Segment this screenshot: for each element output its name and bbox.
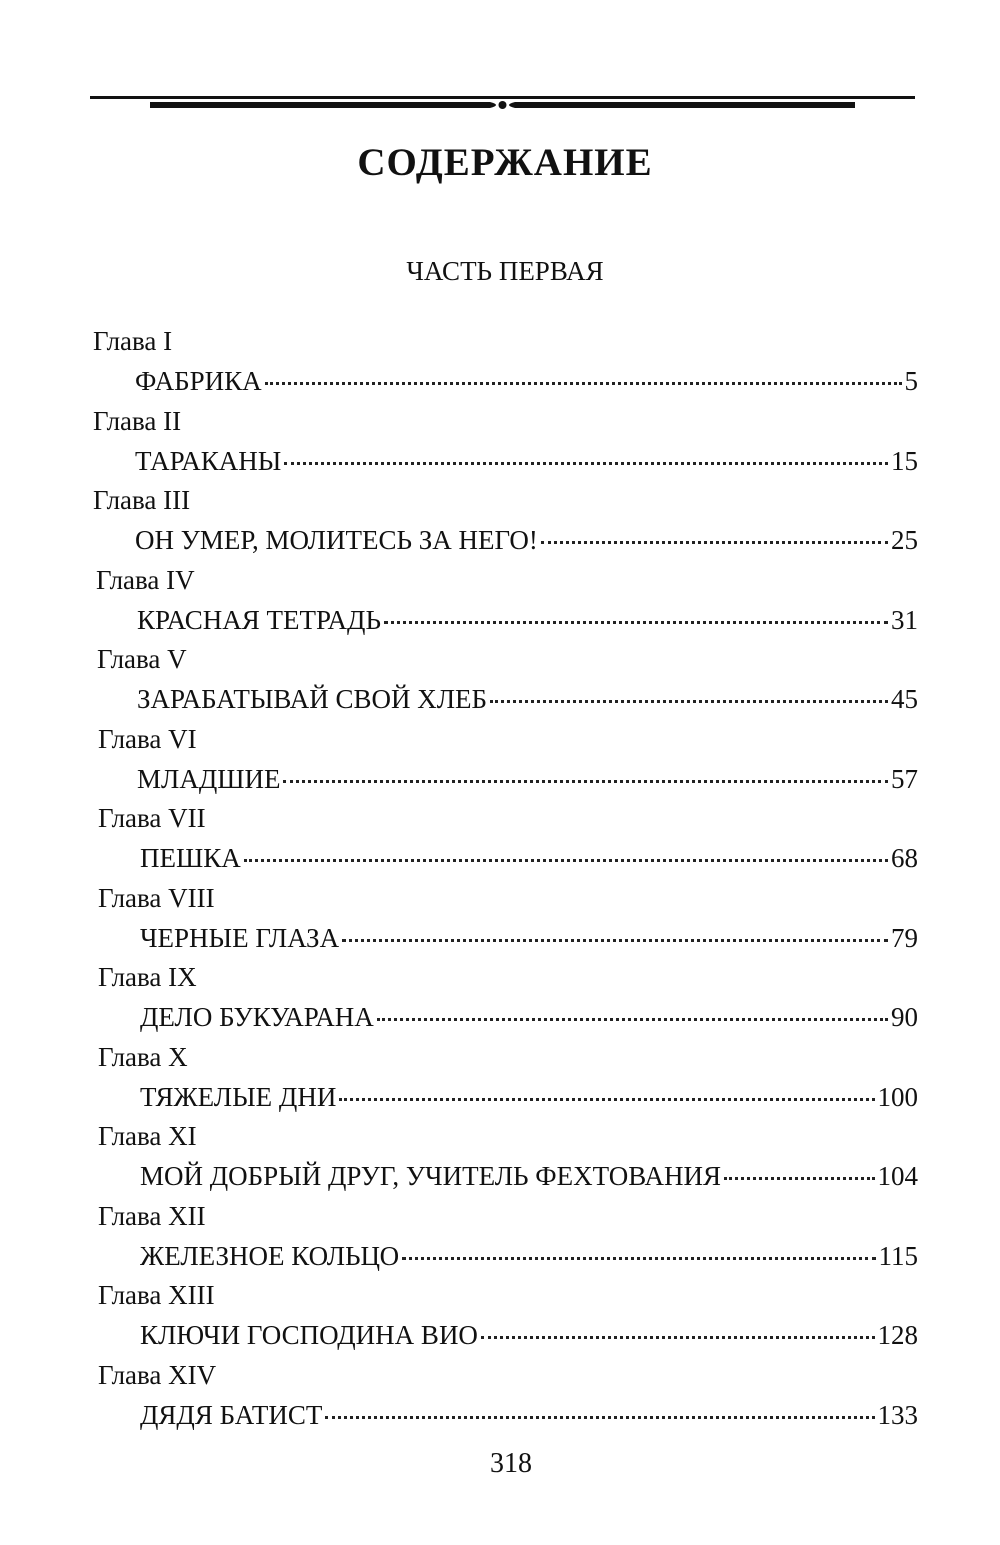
chapter-title: ТАРАКАНЫ	[135, 445, 282, 476]
dot-leader	[244, 859, 888, 862]
chapter-title-line	[140, 1316, 918, 1354]
chapter-page-number: 133	[877, 1399, 918, 1430]
chapter-title: КРАСНАЯ ТЕТРАДЬ	[137, 604, 381, 635]
chapter-label: Глава XII	[98, 1200, 206, 1231]
chapter-page-number: 115	[878, 1240, 918, 1271]
toc-entry	[0, 720, 1000, 800]
chapter-title-line	[137, 760, 918, 798]
chapter-label: Глава VIII	[98, 882, 215, 913]
toc-entry	[0, 1038, 1000, 1118]
toc-entry	[0, 640, 1000, 720]
chapter-title: ПЕШКА	[140, 843, 241, 873]
chapter-label: Глава VII	[98, 803, 206, 833]
table-of-contents	[0, 322, 1000, 1442]
dot-leader	[325, 1416, 874, 1419]
chapter-title-line	[140, 1237, 918, 1275]
chapter-title: ТЯЖЕЛЫЕ ДНИ	[140, 1081, 337, 1112]
toc-entry	[0, 879, 1000, 959]
chapter-label: Глава IV	[96, 564, 195, 595]
chapter-title-line	[137, 601, 918, 639]
chapter-label: Глава I	[93, 326, 173, 356]
chapter-label: Глава XIV	[98, 1359, 217, 1390]
chapter-label: Глава XIII	[98, 1280, 215, 1310]
chapter-page-number: 79	[891, 922, 918, 953]
chapter-label: Глава X	[98, 1041, 188, 1072]
chapter-page-number: 31	[891, 604, 918, 635]
dot-leader	[377, 1018, 888, 1021]
dot-leader	[342, 939, 888, 942]
dot-leader	[339, 1098, 874, 1101]
chapter-label: Глава V	[97, 644, 187, 674]
chapter-title-line	[140, 998, 918, 1036]
chapter-title-line	[140, 1157, 918, 1195]
page-number: 318	[490, 1448, 532, 1479]
toc-entry	[0, 958, 1000, 1038]
toc-entry	[0, 799, 1000, 879]
chapter-title: ЧЕРНЫЕ ГЛАЗА	[140, 922, 340, 953]
toc-entry	[0, 1117, 1000, 1197]
chapter-title-line	[140, 1396, 918, 1434]
chapter-page-number: 90	[891, 1002, 918, 1032]
chapter-title-line	[140, 919, 918, 957]
chapter-page-number: 68	[891, 843, 918, 873]
chapter-title: МЛАДШИЕ	[137, 763, 281, 794]
part-title: ЧАСТЬ ПЕРВАЯ	[406, 256, 604, 286]
dot-leader	[541, 541, 888, 544]
page-title: СОДЕРЖАНИЕ	[357, 141, 653, 184]
toc-entry	[0, 1356, 1000, 1436]
chapter-page-number: 5	[904, 366, 918, 396]
chapter-title-line	[135, 521, 918, 559]
header-ornament-rule	[90, 88, 915, 118]
toc-entry	[0, 322, 1000, 402]
chapter-page-number: 45	[891, 684, 918, 714]
toc-entry	[0, 402, 1000, 482]
dot-leader	[284, 462, 888, 465]
chapter-title-line	[137, 680, 918, 718]
chapter-title-line	[140, 1078, 918, 1116]
chapter-title: ОН УМЕР, МОЛИТЕСЬ ЗА НЕГО!	[135, 525, 538, 555]
chapter-title: КЛЮЧИ ГОСПОДИНА ВИО	[140, 1320, 478, 1350]
dot-leader	[490, 700, 888, 703]
dot-leader	[481, 1336, 875, 1339]
chapter-title-line	[135, 362, 918, 400]
toc-entry	[0, 1197, 1000, 1277]
toc-entry	[0, 561, 1000, 641]
chapter-label: Глава III	[93, 485, 191, 515]
dot-leader	[402, 1257, 875, 1260]
dot-leader	[384, 621, 888, 624]
chapter-title-line	[135, 442, 918, 480]
dot-leader	[283, 780, 888, 783]
chapter-page-number: 100	[877, 1081, 918, 1112]
chapter-title: ЗАРАБАТЫВАЙ СВОЙ ХЛЕБ	[137, 684, 488, 714]
chapter-page-number: 25	[891, 525, 918, 555]
chapter-title: ДЕЛО БУКУАРАНА	[140, 1002, 374, 1032]
chapter-page-number: 104	[877, 1161, 918, 1191]
chapter-page-number: 15	[891, 445, 918, 476]
toc-entry	[0, 1276, 1000, 1356]
chapter-label: Глава XI	[98, 1121, 197, 1151]
chapter-page-number: 57	[891, 763, 918, 794]
chapter-page-number: 128	[877, 1320, 918, 1350]
dot-leader	[724, 1177, 874, 1180]
chapter-label: Глава II	[93, 405, 182, 436]
chapter-title: ДЯДЯ БАТИСТ	[140, 1399, 323, 1430]
chapter-title: ФАБРИКА	[135, 366, 262, 396]
toc-entry	[0, 481, 1000, 561]
chapter-title-line	[140, 839, 918, 877]
dot-leader	[265, 382, 902, 385]
chapter-label: Глава VI	[98, 723, 197, 754]
chapter-label: Глава IX	[98, 962, 197, 992]
chapter-title: ЖЕЛЕЗНОЕ КОЛЬЦО	[140, 1240, 400, 1271]
chapter-title: МОЙ ДОБРЫЙ ДРУГ, УЧИТЕЛЬ ФЕХТОВАНИЯ	[140, 1161, 722, 1191]
